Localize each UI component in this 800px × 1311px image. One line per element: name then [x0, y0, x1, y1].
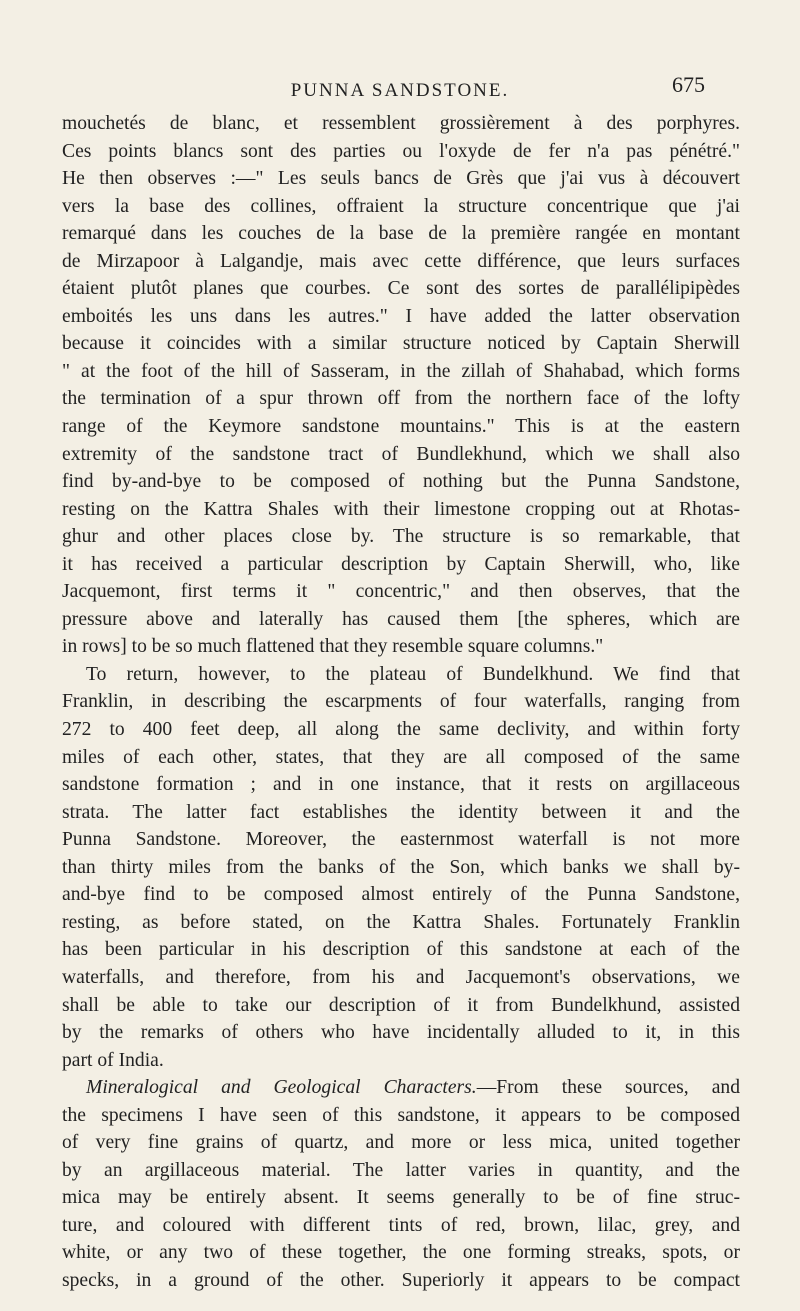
text-line: the specimens I have seen of this sandstone, it appears to be composed: [62, 1104, 740, 1126]
text-line: it has received a particular description by Captain Sherwill, who, like: [62, 553, 740, 575]
italic-heading: Mineralogical: [86, 1077, 199, 1099]
text-line: miles of each other, states, that they are all composed of the same: [62, 746, 740, 768]
text-line: of very fine grains of quartz, and more or less mica, united together: [62, 1132, 740, 1154]
body-text: [62, 110, 740, 1295]
text-line: in rows] to be so much flattened that they resemble square columns.": [62, 636, 604, 658]
text-line: " at the foot of the hill of Sasseram, in the zillah of Shahabad, which forms: [62, 360, 740, 382]
text-line: and-bye find to be composed almost entirely of the Punna Sandstone,: [62, 884, 740, 906]
text-line: To return, however, to the plateau of Bundelkhund. We find that: [86, 663, 740, 685]
text-line: Franklin, in describing the escarpments of four waterfalls, ranging from: [62, 691, 740, 713]
text-line: has been particular in his description of this sandstone at each of the: [62, 939, 740, 961]
text-line: emboités les uns dans les autres." I have added the latter observation: [62, 305, 740, 327]
heading-tail-text: —From these sources, and: [476, 1077, 740, 1099]
text-line: shall be able to take our description of it from Bundelkhund, assisted: [62, 994, 740, 1016]
text-line: because it coincides with a similar structure noticed by Captain Sherwill: [62, 333, 740, 355]
text-line: Punna Sandstone. Moreover, the easternmost waterfall is not more: [62, 829, 740, 851]
text-line: waterfalls, and therefore, from his and Jacquemont's observations, we: [62, 966, 740, 988]
text-line: mouchetés de blanc, et ressemblent grossièrement à des porphyres.: [62, 113, 740, 134]
text-line: 272 to 400 feet deep, all along the same declivity, and within forty: [62, 719, 740, 741]
page-number: 675: [672, 72, 705, 97]
text-line: strata. The latter fact establishes the identity between it and the: [62, 801, 740, 823]
text-line: pressure above and laterally has caused them [the spheres, which are: [62, 608, 740, 630]
text-line: Ces points blancs sont des parties ou l'oxyde de fer n'a pas pénétré.": [62, 140, 740, 162]
text-line: Jacquemont, first terms it " concentric," and then observes, that the: [62, 581, 740, 603]
italic-heading-rest: and Geological Characters.: [221, 1077, 477, 1099]
text-line: mica may be entirely absent. It seems generally to be of fine struc-: [62, 1187, 740, 1209]
text-line: white, or any two of these together, the one forming streaks, spots, or: [62, 1242, 740, 1264]
running-header: PUNNA SANDSTONE.: [290, 80, 510, 101]
text-line: find by-and-bye to be composed of nothing but the Punna Sandstone,: [62, 471, 740, 493]
text-line: extremity of the sandstone tract of Bundlekhund, which we shall also: [62, 443, 740, 465]
text-line: resting, as before stated, on the Kattra Shales. Fortunately Franklin: [62, 911, 740, 933]
text-line: the termination of a spur thrown off from the northern face of the lofty: [62, 388, 740, 410]
text-line: by the remarks of others who have incidentally alluded to it, in this: [62, 1022, 740, 1044]
text-line: sandstone formation ; and in one instance, that it rests on argillaceous: [62, 774, 740, 796]
text-line: by an argillaceous material. The latter varies in quantity, and the: [62, 1159, 740, 1181]
text-line: vers la base des collines, offraient la structure concentrique que j'ai: [62, 195, 740, 217]
text-line: ghur and other places close by. The structure is so remarkable, that: [62, 526, 740, 548]
text-line: de Mirzapoor à Lalgandje, mais avec cette différence, que leurs surfaces: [62, 250, 740, 272]
text-line: part of India.: [62, 1049, 164, 1071]
text-line: resting on the Kattra Shales with their limestone cropping out at Rhotas-: [62, 498, 740, 520]
text-line: remarqué dans les couches de la base de la première rangée en montant: [62, 223, 740, 245]
text-line: ture, and coloured with different tints of red, brown, lilac, grey, and: [62, 1214, 740, 1236]
text-line: than thirty miles from the banks of the Son, which banks we shall by-: [62, 856, 740, 878]
text-line: range of the Keymore sandstone mountains." This is at the eastern: [62, 416, 740, 438]
text-line: specks, in a ground of the other. Superiorly it appears to be compact: [62, 1269, 740, 1291]
text-line: étaient plutôt planes que courbes. Ce sont des sortes de parallélipipèdes: [62, 278, 740, 300]
section-heading-line: [62, 1074, 740, 1102]
text-line: He then observes :—" Les seuls bancs de Grès que j'ai vus à découvert: [62, 168, 740, 190]
